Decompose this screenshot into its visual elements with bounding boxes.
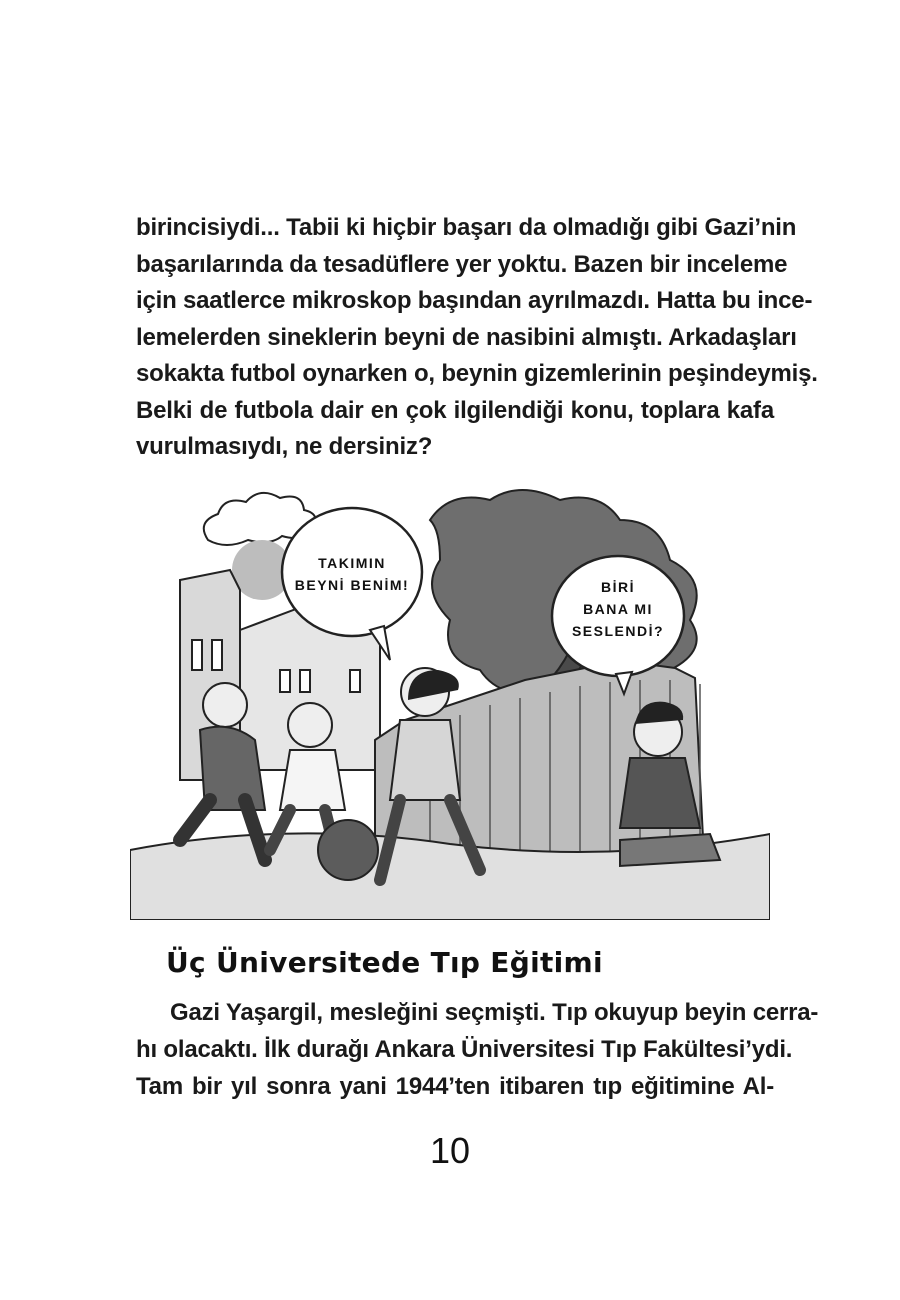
paragraph-line: lemelerden sineklerin beyni de nasibini almıştı. Arkadaşları <box>136 323 797 351</box>
kid-sitting <box>620 702 720 866</box>
paragraph-line: sokakta futbol oynarken o, beynin gizemlerinin peşindeymiş. <box>136 360 818 387</box>
bubble-left-line-2: BEYNİ BENİM! <box>294 577 410 593</box>
paragraph-line: Tam bir yıl sonra yani 1944’ten itibaren tıp eğitimine Al- <box>136 1073 774 1100</box>
paragraph-line: hı olacaktı. İlk durağı Ankara Üniversitesi Tıp Fakültesi’ydi. <box>136 1036 793 1063</box>
football <box>318 820 378 880</box>
football-illustration <box>130 480 770 920</box>
paragraph-line: başarılarında da tesadüflere yer yoktu. Bazen bir inceleme <box>136 250 788 278</box>
bubble-right-line-1: BİRİ <box>601 579 635 595</box>
page-number: 10 <box>429 1130 471 1171</box>
bubble-right-line-2: BANA MI <box>583 601 653 617</box>
paragraph-1 <box>136 210 818 466</box>
window <box>212 640 222 670</box>
paragraph-line: Belki de futbola dair en çok ilgilendiği konu, toplara kafa <box>136 396 774 424</box>
window <box>192 640 202 670</box>
bubble-right-line-3: SESLENDİ? <box>571 623 665 639</box>
window <box>280 670 290 692</box>
section-heading: Üç Üniversitede Tıp Eğitimi <box>166 946 603 979</box>
paragraph-2 <box>136 994 819 1105</box>
paragraph-line: vurulmasıydı, ne dersiniz? <box>136 433 433 460</box>
paragraph-line: için saatlerce mikroskop başından ayrılmazdı. Hatta bu ince- <box>136 287 813 314</box>
paragraph-line: Gazi Yaşargil, mesleğini seçmişti. Tıp okuyup beyin cerra- <box>170 999 819 1026</box>
paragraph-line: birincisiydi... Tabii ki hiçbir başarı da olmadığı gibi Gazi’nin <box>136 214 797 241</box>
window <box>350 670 360 692</box>
bubble-left-line-1: TAKIMIN <box>318 555 386 571</box>
speech-bubble-left <box>282 508 422 636</box>
window <box>300 670 310 692</box>
